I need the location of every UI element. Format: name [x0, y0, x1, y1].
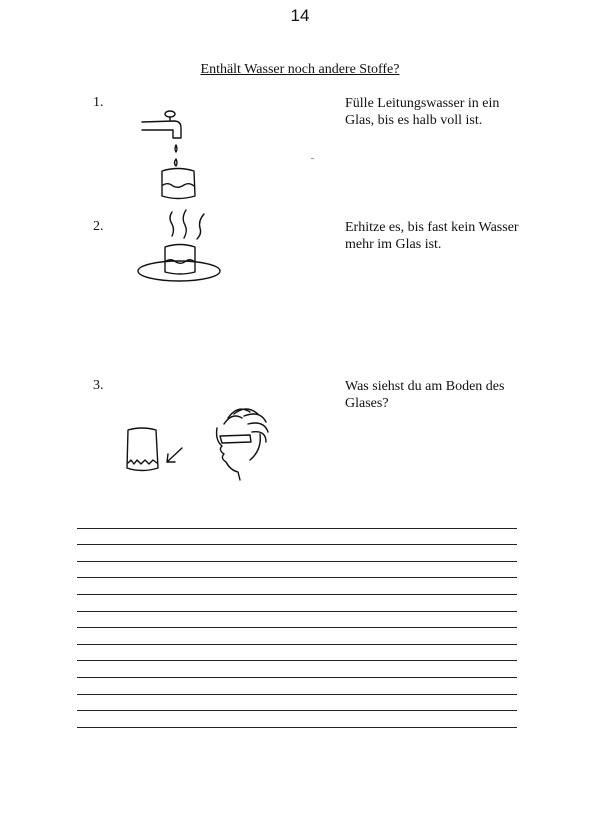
step-2-number: 2.: [93, 219, 104, 234]
heated-glass-icon: [135, 208, 225, 288]
writing-line[interactable]: [77, 595, 517, 612]
writing-line[interactable]: [77, 578, 517, 595]
faucet-glass-icon: [140, 108, 210, 208]
step-2-instruction: Erhitze es, bis fast kein Wasser mehr im Glas ist.: [345, 220, 519, 252]
writing-line[interactable]: [77, 645, 517, 662]
writing-line[interactable]: [77, 711, 517, 728]
writing-line[interactable]: [77, 628, 517, 645]
page-number: 14: [290, 6, 310, 25]
step-3-number: 3.: [93, 378, 104, 393]
writing-line[interactable]: [77, 512, 517, 529]
writing-line[interactable]: [77, 529, 517, 546]
step-3-instruction: Was siehst du am Boden des Glases?: [345, 379, 505, 411]
writing-line[interactable]: [77, 562, 517, 579]
writing-line[interactable]: [77, 661, 517, 678]
answer-lines: [77, 512, 517, 728]
writing-line[interactable]: [77, 612, 517, 629]
writing-line[interactable]: [77, 545, 517, 562]
step-1-instruction: Fülle Leitungswasser in ein Glas, bis es halb voll ist.: [345, 96, 500, 128]
step-1-number: 1.: [93, 95, 104, 110]
worksheet-title: Enthält Wasser noch andere Stoffe?: [200, 62, 400, 77]
writing-line[interactable]: [77, 678, 517, 695]
writing-line[interactable]: [77, 695, 517, 712]
stray-mark: [311, 158, 314, 159]
observer-glass-icon: [120, 400, 280, 480]
